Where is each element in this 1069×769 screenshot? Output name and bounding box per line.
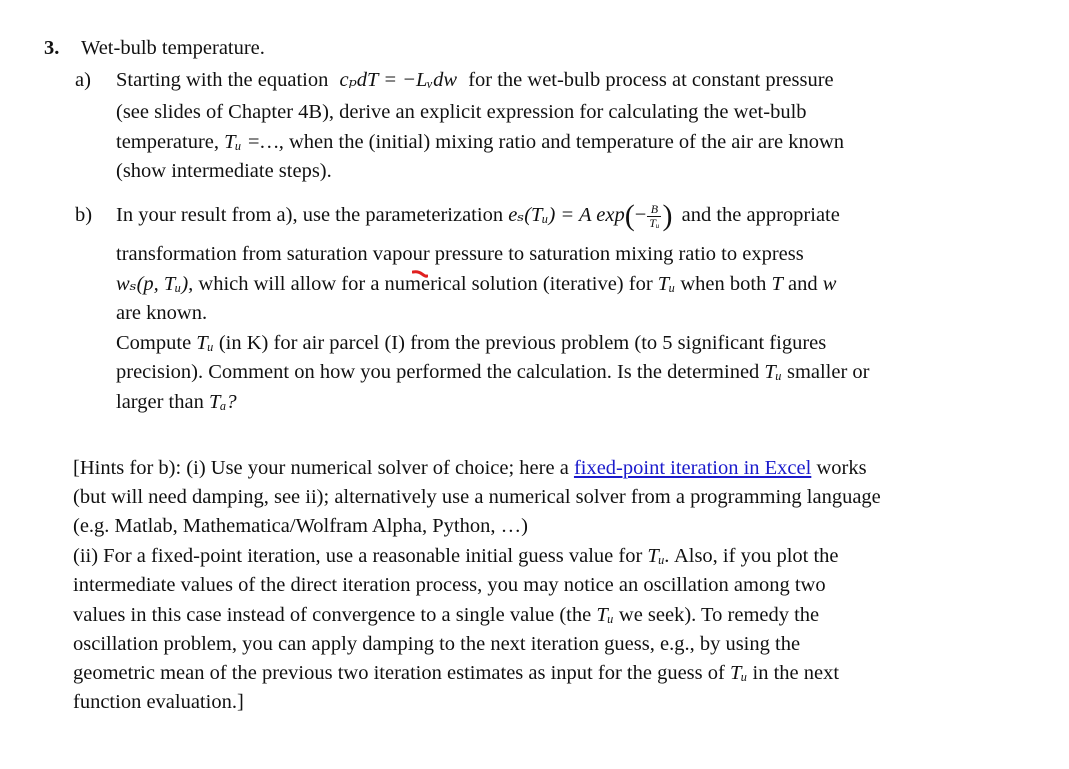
hints-line-9: function evaluation.] <box>73 691 244 713</box>
hints-line-6 <box>73 603 819 627</box>
part-b-line-3 <box>116 272 836 296</box>
part-b-l3-w: w <box>822 273 837 295</box>
part-b-l1-pre: In your result from a), use the parameterization <box>116 204 504 227</box>
hints-line-7: oscillation problem, you can apply damping to the next iteration guess, e.g., by using the <box>73 633 801 655</box>
part-a-l1-pre: Starting with the equation <box>116 69 329 91</box>
part-b-l5-pre: Compute <box>116 332 192 354</box>
part-b-l6-post: smaller or <box>786 361 870 383</box>
part-b-l3-mid: which will allow for a numerical solution (iterative) for <box>198 273 653 295</box>
part-b-l5-post: (in K) for air parcel (I) from the previous problem (to 5 significant figures <box>218 332 827 354</box>
part-a-line-3 <box>116 130 844 154</box>
part-a-l3-post: when the (initial) mixing ratio and temperature of the air are known <box>288 131 844 153</box>
part-b-l7-pre: larger than <box>116 391 204 413</box>
hints-l8-pre: geometric mean of the previous two iteration estimates as input for the guess of <box>73 662 725 684</box>
hints-l4-tw: Tᵤ. <box>647 545 670 567</box>
part-b-l3-tw: Tᵤ <box>657 273 676 295</box>
hints-l4-pre: (ii) For a fixed-point iteration, use a reasonable initial guess value for <box>73 545 643 567</box>
part-a-tw-expression: Tᵤ =…, <box>224 131 284 153</box>
hints-l6-post: we seek). To remedy the <box>618 604 820 626</box>
part-a-line-1 <box>116 68 834 92</box>
hints-l6-pre: values in this case instead of convergence to a single value (the <box>73 604 592 626</box>
part-a-l1-post: for the wet-bulb process at constant pressure <box>468 69 834 91</box>
part-a-line-2: (see slides of Chapter 4B), derive an explicit expression for calculating the wet-bulb <box>116 101 807 123</box>
hints-line-2: (but will need damping, see ii); alternatively use a numerical solver from a programming language <box>73 486 881 508</box>
paren-close: ) <box>662 199 673 233</box>
part-b-l7-td: Tₐ? <box>208 391 237 413</box>
part-a-line-4: (show intermediate steps). <box>116 160 332 182</box>
part-b-line-4: are known. <box>116 302 208 324</box>
problem-title: Wet-bulb temperature. <box>81 37 265 59</box>
part-b-l3-and: and <box>787 273 818 295</box>
hints-line-4 <box>73 544 839 568</box>
hints-l4-post: Also, if you plot the <box>673 545 839 567</box>
part-b-l5-tw: Tᵤ <box>196 332 214 354</box>
part-b-line-1: In your result from a), use the parameterization eₛ(Tᵤ) = A exp(− $\frac{B}{\text{Tᵤ}}$ ) and the appropriate <box>116 199 840 233</box>
hints-l1-pre: [Hints for b): (i) Use your numerical solver of choice; here a <box>73 457 569 479</box>
hints-l1-post: works <box>816 457 867 479</box>
part-b-l6-pre: precision). Comment on how you performed the calculation. Is the determined <box>116 361 760 383</box>
part-a-equation: cₚdT = −Lᵥdw <box>339 69 458 91</box>
part-b-line-5 <box>116 331 826 355</box>
part-b-l1-post: and the appropriate <box>681 204 840 227</box>
hints-line-1 <box>73 456 867 480</box>
ws-function: wₛ(p, Tᵤ), <box>116 273 194 295</box>
hints-line-8 <box>73 661 839 685</box>
parameterization-equation: eₛ(Tᵤ) = A exp <box>508 204 625 227</box>
hints-l8-post: in the next <box>752 662 840 684</box>
red-pen-mark <box>412 270 428 278</box>
hints-l8-tw: Tᵤ <box>729 662 748 684</box>
fraction-numerator: B <box>647 203 661 217</box>
hints-line-3: (e.g. Matlab, Mathematica/Wolfram Alpha, Python, …) <box>73 515 528 537</box>
part-b-l3-T: T <box>771 273 783 295</box>
part-b-l3-post: when both <box>680 273 767 295</box>
part-a-l3-pre: temperature, <box>116 131 220 153</box>
part-b-label: b) <box>75 204 93 226</box>
paren-open: ( <box>624 199 635 233</box>
part-a-label: a) <box>75 69 91 91</box>
hints-line-5: intermediate values of the direct iteration process, you may notice an oscillation among two <box>73 574 826 596</box>
fixed-point-iteration-link[interactable]: fixed-point iteration in Excel <box>573 457 812 479</box>
hints-l6-tw: Tᵤ <box>596 604 614 626</box>
part-b-line-2: transformation from saturation vapour pressure to saturation mixing ratio to express <box>116 243 804 265</box>
part-b-l6-tw: Tᵤ <box>764 361 782 383</box>
problem-number: 3. <box>44 37 60 59</box>
exponent-fraction <box>647 203 661 230</box>
part-b-line-7 <box>116 390 237 414</box>
fraction-denominator: Tᵤ <box>649 216 660 230</box>
part-b-line-6 <box>116 360 870 384</box>
